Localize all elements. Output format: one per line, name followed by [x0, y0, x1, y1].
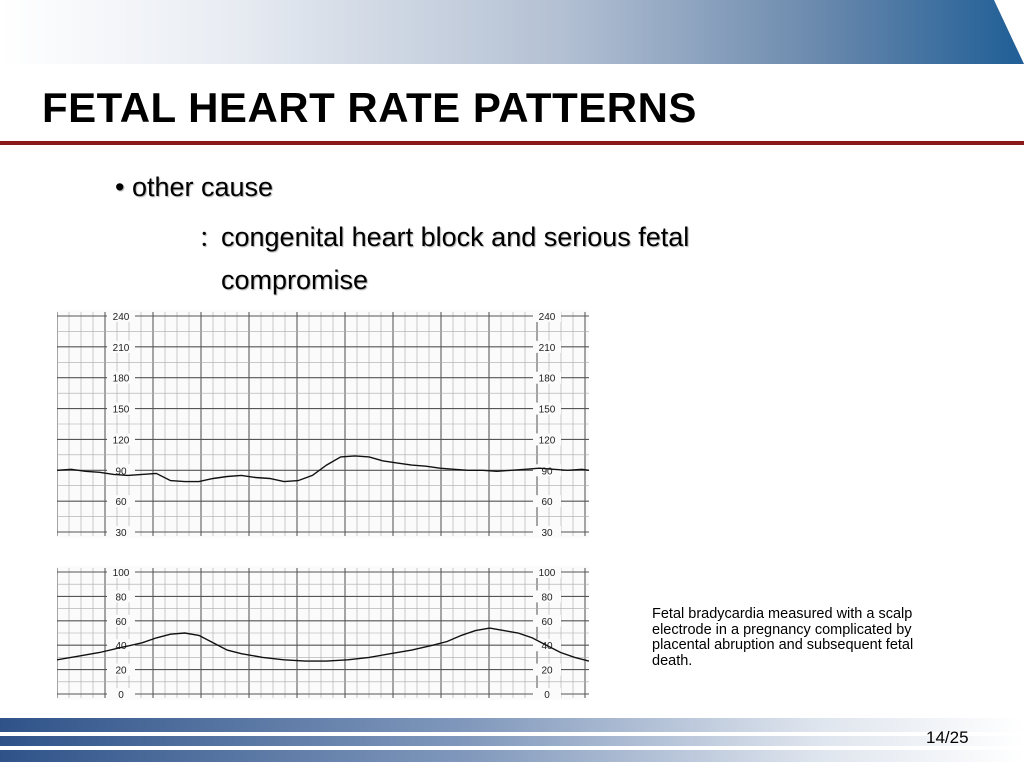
scale-label: 90 [115, 466, 127, 478]
scale-label: 120 [538, 435, 556, 447]
scale-label: 100 [112, 568, 130, 579]
bullet-point [115, 172, 273, 203]
footer-stripe-2 [0, 736, 1024, 746]
figure-caption: Fetal bradycardia measured with a scalp electrode in a pregnancy complicated by placental abruption and subsequent fetal death. [652, 606, 914, 669]
scale-label: 240 [538, 312, 556, 323]
scale-label: 90 [541, 466, 553, 478]
scale-label: 0 [544, 690, 550, 700]
scale-label: 80 [115, 592, 127, 604]
slide-number: 14/25 [926, 728, 969, 747]
scale-label: 150 [112, 404, 130, 416]
scale-label: 120 [112, 435, 130, 447]
detail-colon: ： [198, 223, 225, 253]
scale-label: 60 [115, 616, 127, 628]
footer-stripe-3 [0, 750, 1024, 762]
scale-label: 180 [112, 373, 130, 385]
fhr-tracing-svg [57, 310, 589, 538]
title-divider [0, 141, 1024, 145]
footer-stripe-1 [0, 718, 1024, 732]
header-gradient-band [0, 0, 1024, 64]
scale-label: 30 [115, 528, 127, 538]
scale-label: 60 [115, 497, 127, 509]
bullet-detail [221, 216, 821, 302]
bullet-detail-line2: compromise [221, 265, 369, 295]
bullet-marker: • [115, 172, 125, 202]
bullet-detail-line1: congenital heart block and serious fetal [221, 222, 690, 252]
scale-label: 80 [541, 592, 553, 604]
header-band-cut [994, 0, 1024, 64]
scale-label: 30 [541, 528, 553, 538]
scale-label: 100 [538, 568, 556, 579]
scale-label: 60 [541, 616, 553, 628]
scale-label: 40 [541, 641, 553, 653]
scale-label: 0 [118, 690, 124, 700]
scale-label: 210 [538, 342, 556, 354]
scale-label: 180 [538, 373, 556, 385]
scale-label: 60 [541, 497, 553, 509]
scale-label: 20 [115, 665, 127, 677]
scale-label: 40 [115, 641, 127, 653]
scale-label: 20 [541, 665, 553, 677]
scale-label: 150 [538, 404, 556, 416]
uc-tracing-svg [57, 566, 589, 700]
slide-title: FETAL HEART RATE PATTERNS [42, 84, 697, 131]
bullet-text: other cause [131, 172, 274, 202]
fhr-trace-line [57, 456, 589, 482]
scale-label: 240 [112, 312, 130, 323]
fhr-tracing-strip [57, 310, 589, 538]
scale-label: 210 [112, 342, 130, 354]
uterine-contraction-strip [57, 566, 589, 700]
